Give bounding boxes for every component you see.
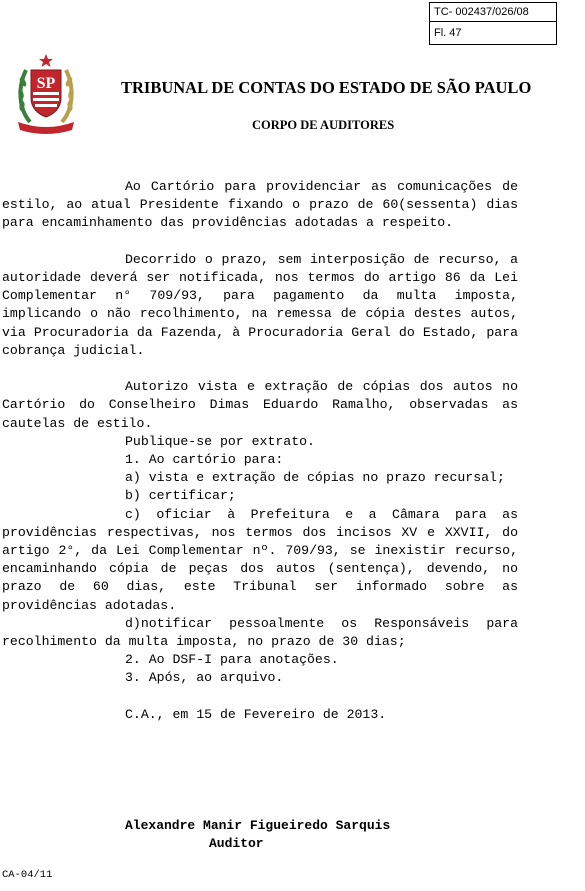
publish-line: Publique-se por extrato. — [125, 433, 315, 449]
process-number: TC- 002437/026/08 — [430, 3, 556, 22]
list-item-1: 1. Ao cartório para: — [125, 452, 284, 468]
list-item-2: 2. Ao DSF-I para anotações. — [125, 652, 339, 668]
list-item-3: 3. Após, ao arquivo. — [125, 670, 284, 686]
list-item-1b: b) certificar; — [125, 488, 236, 504]
signature-role: Auditor — [209, 836, 264, 851]
list-item-1d: d)notificar pessoalmente os Responsáveis para recolhimento da multa imposta, no prazo de 30 dias; — [2, 615, 518, 650]
department-subtitle: CORPO DE AUDITORES — [252, 118, 395, 132]
footer-code: CA-04/11 — [2, 869, 53, 881]
institution-title: TRIBUNAL DE CONTAS DO ESTADO DE SÃO PAULO — [121, 78, 532, 97]
paragraph-communications: Ao Cartório para providenciar as comunicações de estilo, ao atual Presidente fixando o prazo de 60(sessenta) dias para encaminhamento das providências adotadas a respeito. — [2, 179, 518, 231]
seal-letters: SP — [36, 75, 56, 92]
paragraph-notification: Decorrido o prazo, sem interposição de recurso, a autoridade deverá ser notificada, nos termos do artigo 86 da Lei Complementar n° 709/93, para pagamento da multa imposta, implicando o não recolhimento, na remessa de cópia destes autos, via Procuradoria da Fazenda, à Procuradoria Geral do Estado, para cobrança judicial. — [2, 251, 518, 358]
sheet-number: Fl. 47 — [434, 27, 462, 39]
signature-name: Alexandre Manir Figueiredo Sarquis — [125, 818, 391, 833]
process-reference-box — [429, 2, 557, 45]
document-body — [2, 178, 518, 724]
list-item-1a: a) vista e extração de cópias no prazo recursal; — [125, 470, 505, 486]
paragraph-authorization: Autorizo vista e extração de cópias dos autos no Cartório do Conselheiro Dimas Eduardo Ramalho, observadas as cautelas de estilo. — [2, 379, 518, 431]
list-item-1c: c) oficiar à Prefeitura e a Câmara para as providências respectivas, nos termos dos incisos XV e XXVII, do artigo 2°, da Lei Complementar nº. 709/93, se inexistir recurso, encaminhando cópia de peças dos autos (sentença), devendo, no prazo de 60 dias, este Tribunal ser informado sobre as providências adotadas. — [2, 506, 518, 613]
state-coat-of-arms-icon — [14, 52, 78, 136]
date-line: C.A., em 15 de Fevereiro de 2013. — [125, 706, 387, 722]
